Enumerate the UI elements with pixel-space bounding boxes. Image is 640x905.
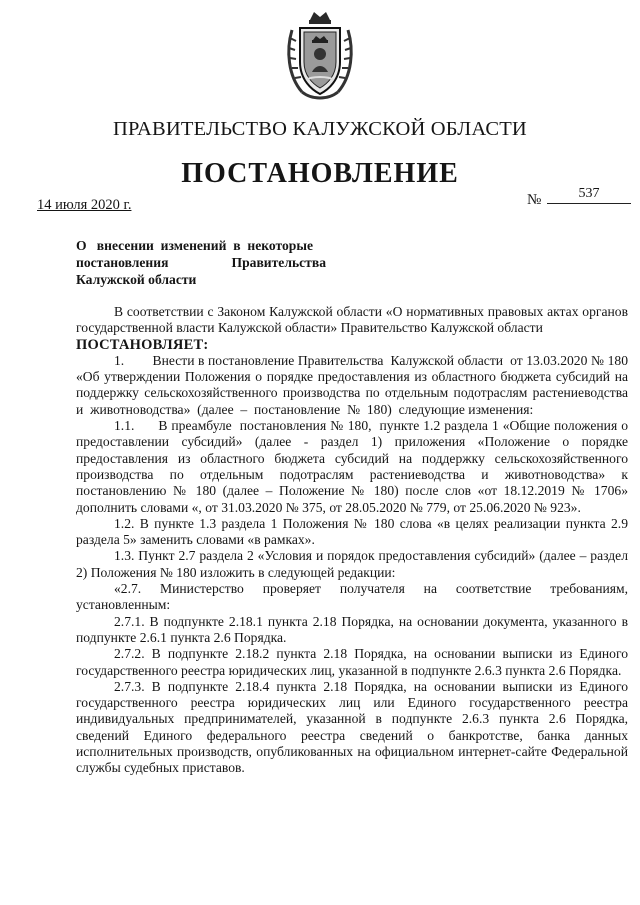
body-paragraph-1-2: 1.2. В пункте 1.3 раздела 1 Положения № 180 слова «в целях реализации пункта 2.9 раздела 5» заменить словами «в рамках». [76,515,628,548]
subject-line-2-left: постановления [76,255,169,270]
body-paragraph-2-7-2: 2.7.2. В подпункте 2.18.2 пункта 2.18 Порядка, на основании выписки из Единого государственного реестра юридических лиц, указанной в подпункте 2.6.3 пункта 2.6 Порядка. [76,646,628,678]
body-paragraph-1-3: 1.3. Пункт 2.7 раздела 2 «Условия и порядок предоставления субсидий» (далее – раздел 2) Положения № 180 изложить в следующей редакции: [76,548,628,580]
body-paragraph-2-7: «2.7. Министерство проверяет получателя на соответствие требованиям, установленным: [76,581,628,613]
subject-line-1-text: О внесении изменений в некоторые [76,238,314,253]
subject-line-3 [76,271,326,288]
resolve-heading: ПОСТАНОВЛЯЕТ: [76,336,209,353]
body-paragraph-1: 1. Внести в постановление Правительства Калужской области от 13.03.2020 № 180 «Об утверждении Положения о порядке предоставления из областного бюджета субсидий на поддержку сельскохозяйственного производства по отдельным подотраслям растениеводства и животноводства» (далее – постановление № 180) следующие изменения: [76,352,635,417]
subject-line-3-text: Калужской области [76,272,197,287]
body-paragraph-1-1: 1.1. В преамбуле постановления № 180, пункте 1.2 раздела 1 «Общие положения о предоставлении субсидий» (далее - раздел 1) приложения «Положение о порядке предоставления из областного бюджета субсидий на поддержку сельскохозяйственного производства по отдельным подотраслям растениеводства и животноводства» к постановлению № 180 (далее – Положение № 180) после слов «от 18.12.2019 № 1706» дополнить словами «, от 31.03.2020 № 375, от 28.05.2020 № 779, от 25.06.2020 № 923». [76,418,632,515]
body-paragraph-2-7-1: 2.7.1. В подпункте 2.18.1 пункта 2.18 Порядка, на основании документа, указанного в подпункте 2.6.1 пункта 2.6 Порядка. [76,613,628,645]
subject-line-2-right: Правительства [231,255,326,270]
document-type-heading: ПОСТАНОВЛЕНИЕ [181,158,459,189]
document-number-label: № [527,192,542,208]
body-paragraph-2-7-3: 2.7.3. В подпункте 2.18.4 пункта 2.18 Порядка, на основании выписки из Единого государственного реестра юридических лиц или Единого государственного реестра индивидуальных предпринимателей, указанной в подпункте 2.6.3 пункта 2.6 Порядка, сведений Единого федерального реестра сведений о банкротстве, банка данных исполнительных производств, опубликованных на официальном интернет-сайте Федеральной службы судебных приставов. [76,678,628,776]
document-number: 537 [547,186,631,204]
subject-line-1 [76,237,326,254]
preamble-paragraph: В соответствии с Законом Калужской области «О нормативных правовых актах органов государственной власти Калужской области» Правительство Калужской области [76,304,628,336]
coat-of-arms-icon [282,10,358,102]
coat-of-arms-emblem [282,10,358,102]
government-title: ПРАВИТЕЛЬСТВО КАЛУЖСКОЙ ОБЛАСТИ [113,118,527,140]
document-subject [76,237,326,288]
subject-line-2 [76,254,326,271]
document-date: 14 июля 2020 г. [37,197,132,213]
document-body [76,304,635,777]
